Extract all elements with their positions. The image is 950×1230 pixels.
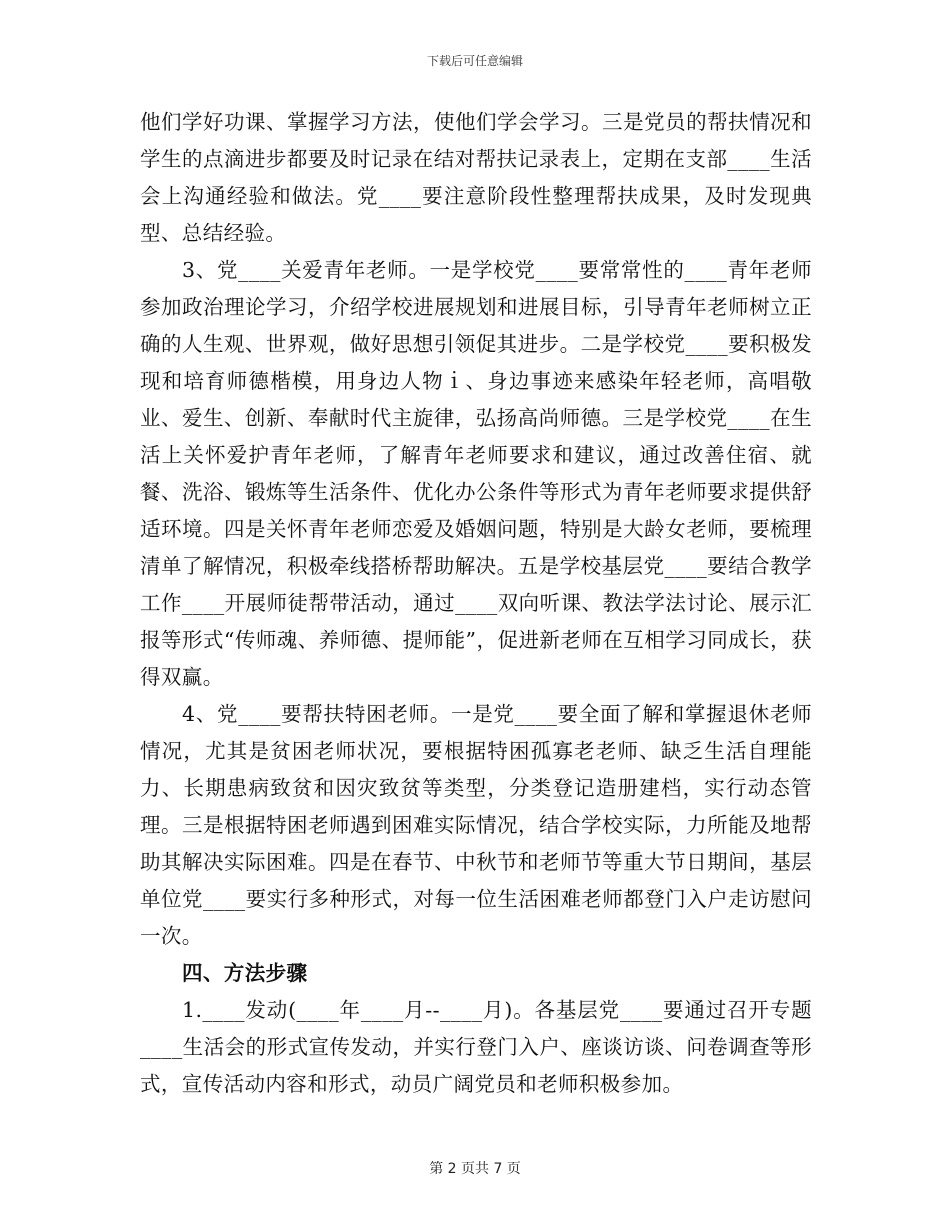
- section-heading: 四、方法步骤: [182, 961, 308, 985]
- paragraph-step-1: 1.____发动(____年____月--____月)。各基层党____要通过召开专题____生活会的形式宣传发动，并实行登门入户、座谈访谈、问卷调查等形式，宣传活动内容和形式，动员广阔党员和老师积极参加。: [140, 998, 812, 1096]
- paragraph-item-4: 4、党____要帮扶特困老师。一是党____要全面了解和掌握退休老师情况，尤其是贫困老师状况，要根据特困孤寡老老师、缺乏生活自理能力、长期患病致贫和因灾致贫等类型，分类登记造册建档，实行动态管理。三是根据特困老师遇到困难实际情况，结合学校实际，力所能及地帮助其解决实际困难。四是在春节、中秋节和老师节等重大节日期间，基层单位党____要实行多种形式，对每一位生活困难老师都登门入户走访慰问一次。: [140, 702, 812, 948]
- page-footer: 第 2 页共 7 页: [429, 1161, 521, 1177]
- page-header: 下载后可任意编辑: [426, 54, 523, 68]
- document-body: [140, 104, 812, 1103]
- paragraph-continuation: 他们学好功课、掌握学习方法，使他们学会学习。三是党员的帮扶情况和学生的点滴进步都要及时记录在结对帮扶记录表上，定期在支部____生活会上沟通经验和做法。党____要注意阶段性整理帮扶成果，及时发现典型、总结经验。: [140, 110, 812, 245]
- paragraph-item-3: 3、党____关爱青年老师。一是学校党____要常常性的____青年老师参加政治理论学习，介绍学校进展规划和进展目标，引导青年老师树立正确的人生观、世界观，做好思想引领促其进步。二是学校党____要积极发现和培育师德楷模，用身边人物ｉ、身边事迹来感染年轻老师，高唱敬业、爱生、创新、奉献时代主旋律，弘扬高尚师德。三是学校党____在生活上关怀爱护青年老师，了解青年老师要求和建议，通过改善住宿、就餐、洗浴、锻炼等生活条件、优化办公条件等形式为青年老师要求提供舒适环境。四是关怀青年老师恋爱及婚姻问题，特别是大龄女老师，要梳理清单了解情况，积极牵线搭桥帮助解决。五是学校基层党____要结合教学工作____开展师徒帮带活动，通过____双向听课、教法学法讨论、展示汇报等形式“传师魂、养师德、提师能”，促进新老师在互相学习同成长，获得双赢。: [140, 258, 812, 689]
